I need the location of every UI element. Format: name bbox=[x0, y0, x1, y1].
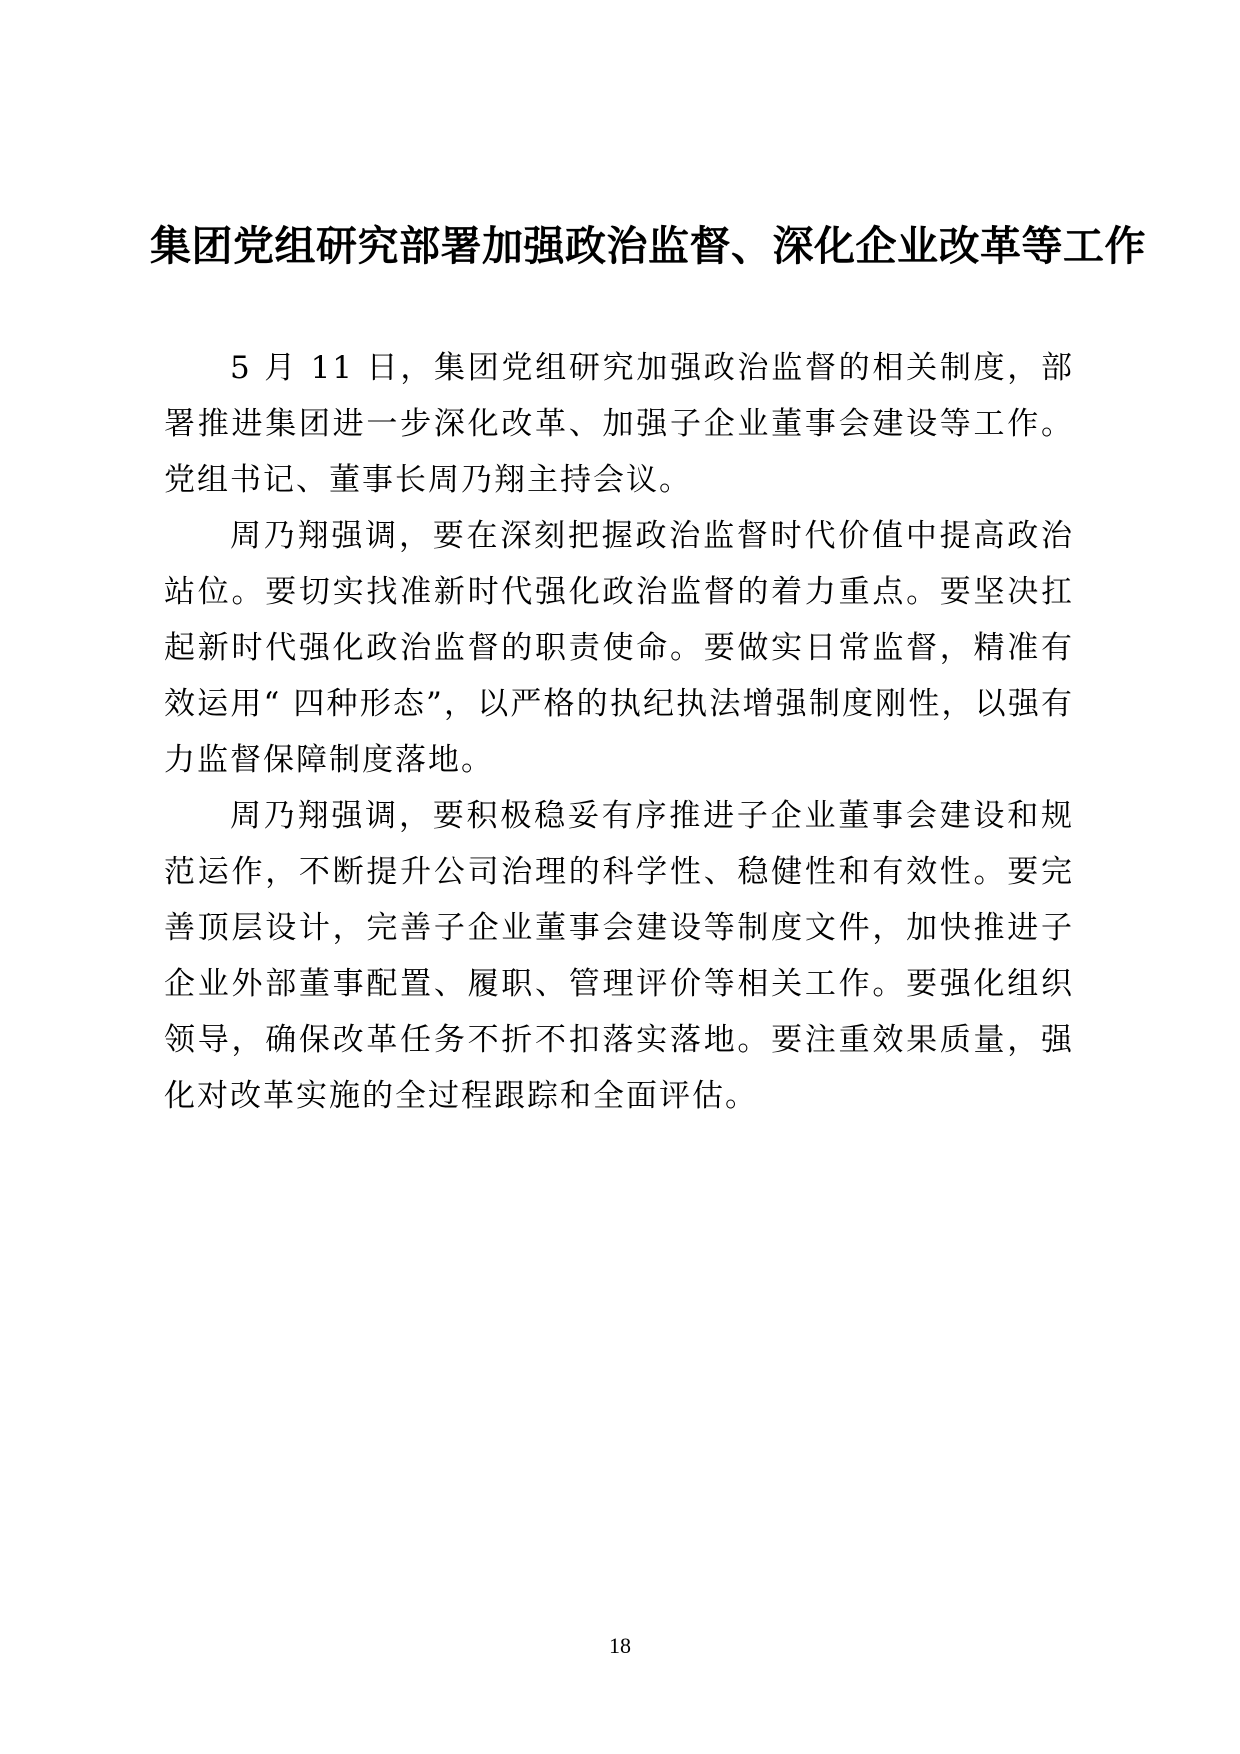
paragraph-political-supervision: 周乃翔强调，要在深刻把握政治监督时代价值中提高政治站位。要切实找准新时代强化政治监督的着力重点。要坚决扛起新时代强化政治监督的职责使命。要做实日常监督，精准有效运用“ 四种形态”，以严格的执纪执法增强制度刚性，以强有力监督保障制度落地。 bbox=[164, 518, 1074, 778]
paragraph-board-construction: 周乃翔强调，要积极稳妥有序推进子企业董事会建设和规范运作，不断提升公司治理的科学性、稳健性和有效性。要完善顶层设计，完善子企业董事会建设等制度文件，加快推进子企业外部董事配置、履职、管理评价等相关工作。要强化组织领导，确保改革任务不折不扣落实落地。要注重效果质量，强化对改革实施的全过程跟踪和全面评估。 bbox=[164, 798, 1074, 1114]
paragraph-meeting-summary: 5 月 11 日，集团党组研究加强政治监督的相关制度，部署推进集团进一步深化改革、加强子企业董事会建设等工作。党组书记、董事长周乃翔主持会议。 bbox=[164, 350, 1074, 498]
article-body bbox=[164, 340, 1074, 1124]
article-title: 集团党组研究部署加强政治监督、深化企业改革等工作 bbox=[150, 222, 1146, 270]
page-number: 18 bbox=[609, 1633, 631, 1658]
